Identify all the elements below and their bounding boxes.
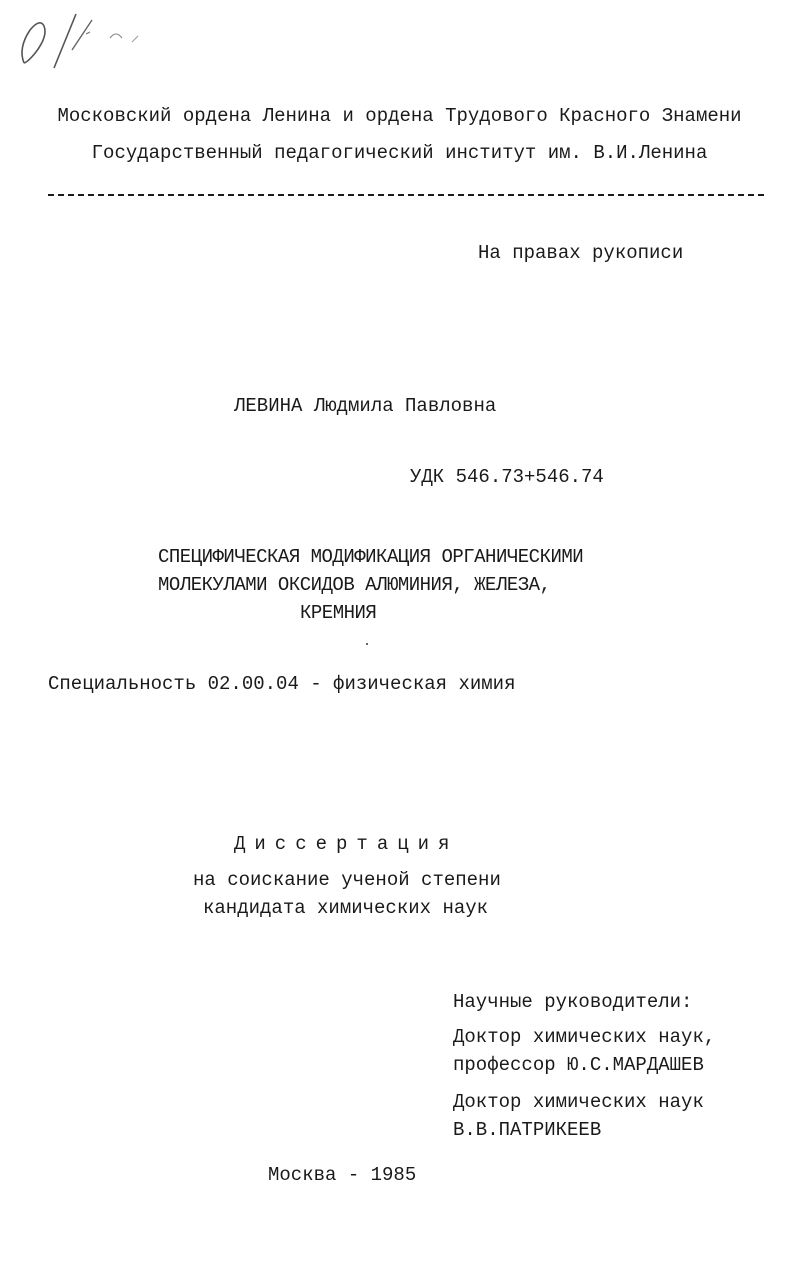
dissertation-heading: Диссертация <box>234 833 459 855</box>
title-line-3: КРЕМНИЯ <box>300 602 377 624</box>
degree-line-1: на соискание ученой степени <box>193 869 501 891</box>
supervisor-1-name: профессор Ю.С.МАРДАШЕВ <box>453 1054 704 1076</box>
handwritten-mark <box>14 8 164 70</box>
degree-line-2: кандидата химических наук <box>203 897 489 919</box>
specialty: Специальность 02.00.04 - физическая химия <box>48 673 516 695</box>
title-line-1: СПЕЦИФИЧЕСКАЯ МОДИФИКАЦИЯ ОРГАНИЧЕСКИМИ <box>158 546 584 568</box>
supervisor-2-name: В.В.ПАТРИКЕЕВ <box>453 1119 602 1141</box>
speck <box>366 643 368 645</box>
city-year: Москва - 1985 <box>268 1164 417 1186</box>
institution-line-1: Московский ордена Ленина и ордена Трудового Красного Знамени <box>57 105 742 127</box>
supervisor-2-degree: Доктор химических наук <box>453 1091 704 1113</box>
title-line-2: МОЛЕКУЛАМИ ОКСИДОВ АЛЮМИНИЯ, ЖЕЛЕЗА, <box>158 574 551 596</box>
supervisor-1-degree: Доктор химических наук, <box>453 1026 716 1048</box>
udc-code: УДК 546.73+546.74 <box>410 466 604 488</box>
dashed-divider <box>48 194 764 196</box>
supervisors-heading: Научные руководители: <box>453 991 693 1013</box>
author-name: ЛЕВИНА Людмила Павловна <box>234 395 497 417</box>
rights-note: На правах рукописи <box>478 242 684 264</box>
institution-line-2: Государственный педагогический институт им. В.И.Ленина <box>91 142 708 164</box>
